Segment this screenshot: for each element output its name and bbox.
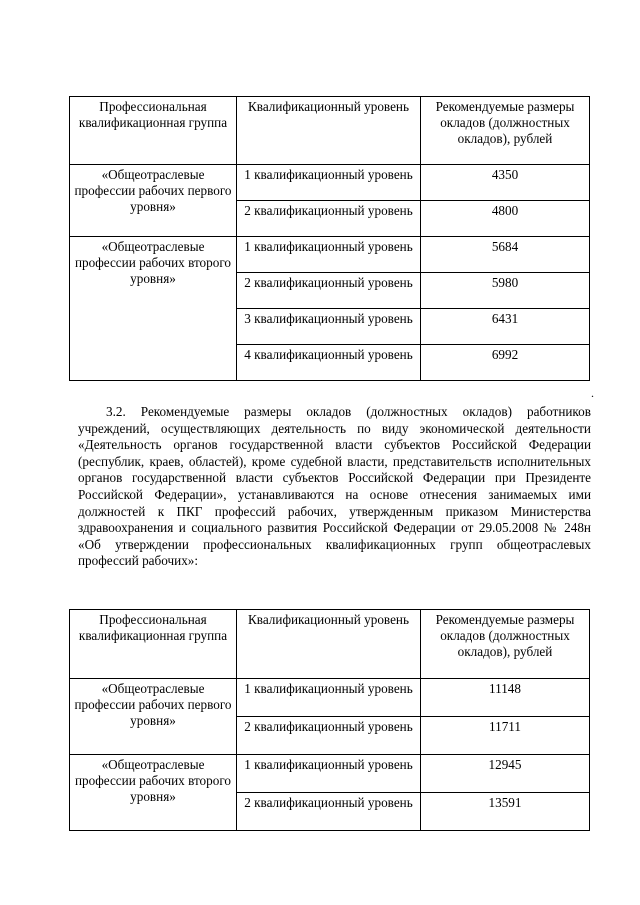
salary-cell: 4350 xyxy=(421,165,590,201)
salary-cell: 12945 xyxy=(421,755,590,793)
salary-table-1 xyxy=(69,96,590,381)
header-group: Профессиональная квалификационная группа xyxy=(70,610,237,679)
level-cell: 2 квалификационный уровень xyxy=(237,717,421,755)
salary-cell: 5684 xyxy=(421,237,590,273)
salary-cell: 11148 xyxy=(421,679,590,717)
level-cell: 1 квалификационный уровень xyxy=(237,165,421,201)
level-cell: 2 квалификационный уровень xyxy=(237,201,421,237)
salary-cell: 4800 xyxy=(421,201,590,237)
table-row xyxy=(70,755,590,793)
level-cell: 1 квалификационный уровень xyxy=(237,237,421,273)
stray-dot: . xyxy=(591,386,594,400)
table-row xyxy=(70,165,590,201)
salary-table-2 xyxy=(69,609,590,831)
salary-cell: 6431 xyxy=(421,309,590,345)
table-header-row xyxy=(70,97,590,165)
salary-cell: 13591 xyxy=(421,793,590,831)
level-cell: 1 квалификационный уровень xyxy=(237,755,421,793)
table-row xyxy=(70,237,590,273)
group-name-cell: «Общеотраслевые профессии рабочих второго уровня» xyxy=(70,755,237,831)
level-cell: 3 квалификационный уровень xyxy=(237,309,421,345)
section-paragraph: 3.2. Рекомендуемые размеры окладов (должностных окладов) работников учреждений, осуществляющих деятельность по виду экономической деятельности «Деятельность органов государственной власти субъектов Российской Федерации (республик, краев, областей), кроме судебной власти, представительств исполнительных органов государственной власти субъектов Российской Федерации при Президенте Российской Федерации», устанавливаются на основе отнесения занимаемых ими должностей к ПКГ профессий рабочих, утвержденным приказом Министерства здравоохранения и социального развития Российской Федерации от 29.05.2008 № 248н «Об утверждении профессиональных квалификационных групп общеотраслевых профессий рабочих»: xyxy=(78,404,591,569)
salary-cell: 6992 xyxy=(421,345,590,381)
header-salary: Рекомендуемые размеры окладов (должностных окладов), рублей xyxy=(421,97,590,165)
header-salary: Рекомендуемые размеры окладов (должностных окладов), рублей xyxy=(421,610,590,679)
level-cell: 1 квалификационный уровень xyxy=(237,679,421,717)
salary-cell: 5980 xyxy=(421,273,590,309)
level-cell: 2 квалификационный уровень xyxy=(237,273,421,309)
group-name-cell: «Общеотраслевые профессии рабочих первого уровня» xyxy=(70,679,237,755)
header-level: Квалификационный уровень xyxy=(237,97,421,165)
table-row xyxy=(70,679,590,717)
header-group: Профессиональная квалификационная группа xyxy=(70,97,237,165)
level-cell: 4 квалификационный уровень xyxy=(237,345,421,381)
salary-cell: 11711 xyxy=(421,717,590,755)
table-header-row xyxy=(70,610,590,679)
group-name-cell: «Общеотраслевые профессии рабочих второго уровня» xyxy=(70,237,237,381)
header-level: Квалификационный уровень xyxy=(237,610,421,679)
group-name-cell: «Общеотраслевые профессии рабочих первого уровня» xyxy=(70,165,237,237)
level-cell: 2 квалификационный уровень xyxy=(237,793,421,831)
